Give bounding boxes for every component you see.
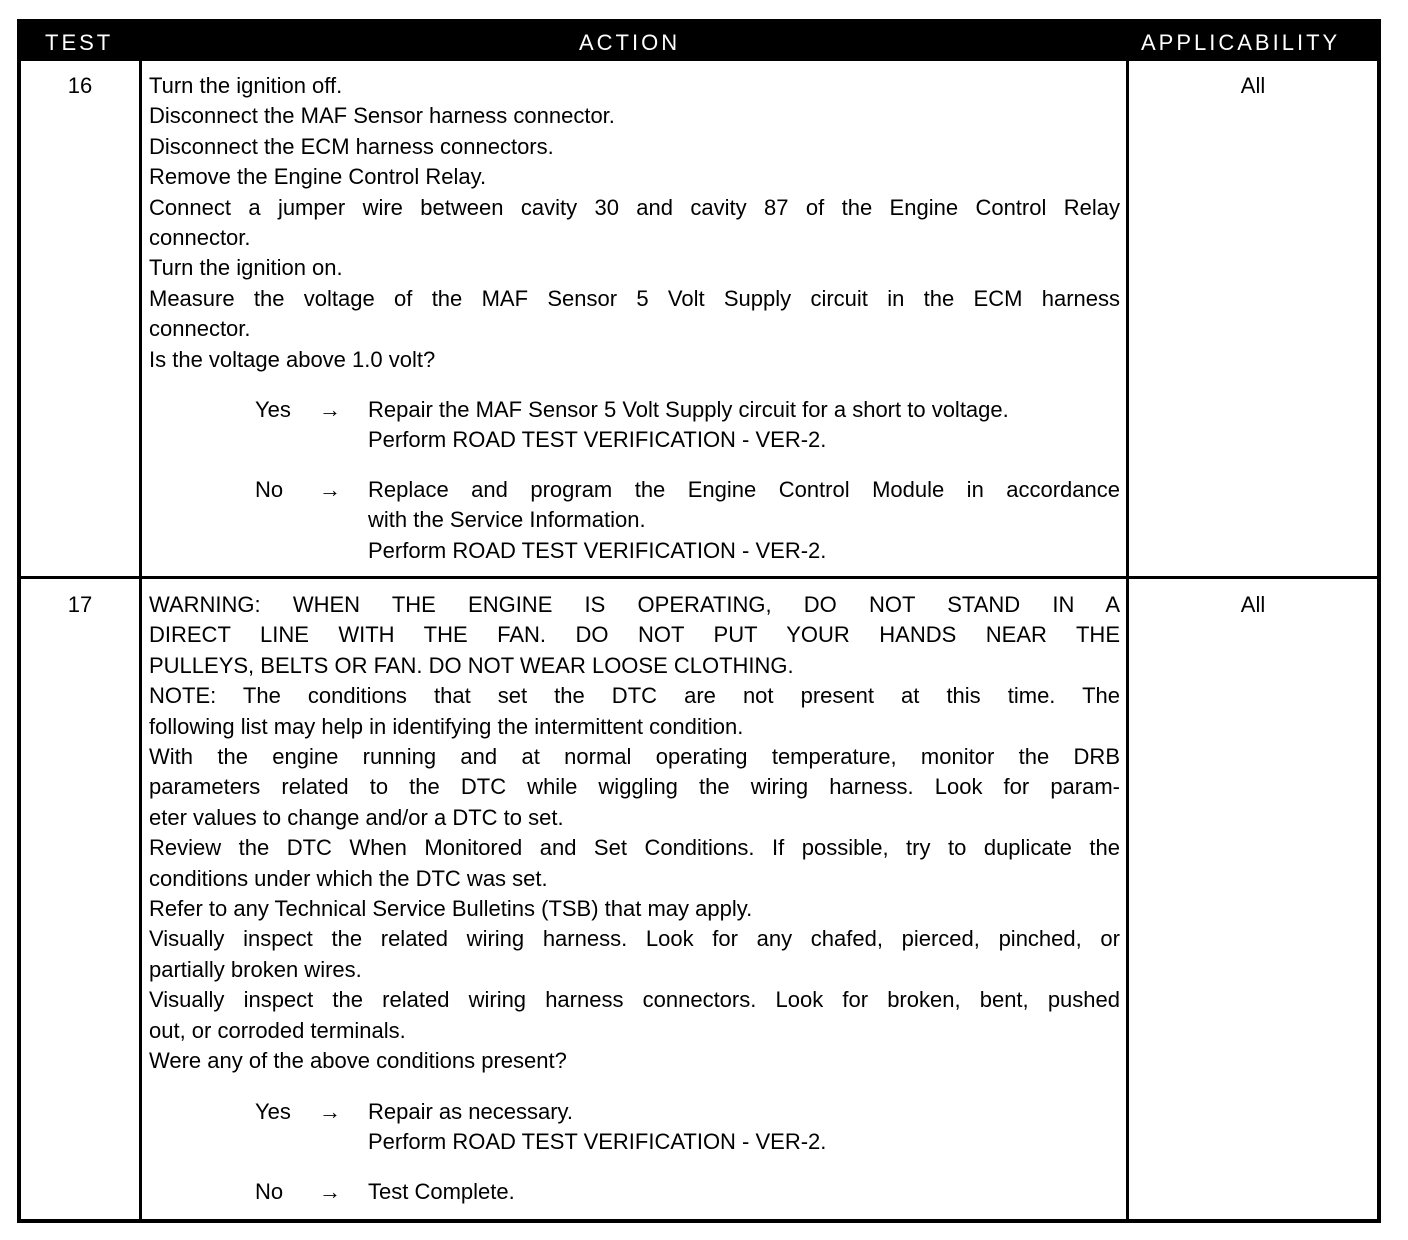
- arrow-icon: →: [319, 1178, 341, 1204]
- no-outcome: [149, 475, 1120, 567]
- result-line: Test Complete.: [368, 1178, 515, 1204]
- action-line: Turn the ignition on.: [149, 255, 343, 281]
- header-applicability: APPLICABILITY: [1141, 30, 1341, 55]
- action-line: WARNING: WHEN THE ENGINE IS OPERATING, DO NOT STAND IN A: [149, 592, 1120, 617]
- action-line: Remove the Engine Control Relay.: [149, 164, 487, 190]
- result-line: Perform ROAD TEST VERIFICATION - VER-2.: [368, 427, 827, 453]
- action-line: Review the DTC When Monitored and Set Conditions. If possible, try to duplicate the: [149, 835, 1120, 861]
- yes-label: Yes: [255, 1098, 291, 1124]
- action-line: Visually inspect the related wiring harness. Look for any chafed, pierced, pinched, or: [149, 926, 1120, 952]
- applicability-value: All: [1240, 73, 1266, 98]
- arrow-icon: →: [319, 397, 341, 423]
- arrow-icon: →: [319, 477, 341, 503]
- action-line: PULLEYS, BELTS OR FAN. DO NOT WEAR LOOSE CLOTHING.: [149, 652, 794, 678]
- action-line: Turn the ignition off.: [149, 73, 343, 98]
- header-action: ACTION: [579, 30, 681, 55]
- action-line: Were any of the above conditions present?: [149, 1048, 567, 1074]
- result-line: Repair the MAF Sensor 5 Volt Supply circuit for a short to voltage.: [368, 397, 1009, 423]
- result-line: Repair as necessary.: [368, 1098, 574, 1124]
- no-label: No: [255, 477, 284, 503]
- header-test: TEST: [45, 30, 114, 55]
- action-line: Refer to any Technical Service Bulletins (TSB) that may apply.: [149, 896, 753, 922]
- action-text: [149, 71, 1120, 567]
- yes-result: [368, 395, 1120, 456]
- result-line: Perform ROAD TEST VERIFICATION - VER-2.: [368, 537, 827, 563]
- action-line: eter values to change and/or a DTC to set.: [149, 804, 564, 830]
- row-divider: [21, 576, 1377, 579]
- action-line: DIRECT LINE WITH THE FAN. DO NOT PUT YOUR HANDS NEAR THE: [149, 622, 1120, 648]
- yes-label: Yes: [255, 397, 291, 423]
- no-label: No: [255, 1178, 284, 1204]
- test-number: 17: [67, 592, 93, 617]
- arrow-icon: →: [319, 1098, 341, 1124]
- action-line: Disconnect the MAF Sensor harness connector.: [149, 103, 615, 129]
- diagnostic-test-table: [17, 19, 1381, 1223]
- result-line: with the Service Information.: [368, 507, 646, 533]
- result-line: Perform ROAD TEST VERIFICATION - VER-2.: [368, 1128, 827, 1154]
- result-line: Replace and program the Engine Control Module in accordance: [368, 477, 1120, 503]
- action-line: With the engine running and at normal operating temperature, monitor the DRB: [149, 744, 1120, 770]
- yes-outcome: [149, 1097, 1120, 1177]
- yes-result: [368, 1097, 1120, 1158]
- yes-outcome: [149, 395, 1120, 475]
- action-line: connector.: [149, 316, 251, 342]
- action-line: Visually inspect the related wiring harness connectors. Look for broken, bent, pushed: [149, 987, 1120, 1013]
- table-header: [21, 23, 1377, 61]
- action-line: connector.: [149, 225, 251, 251]
- action-line: NOTE: The conditions that set the DTC are not present at this time. The: [149, 683, 1120, 709]
- action-text: [149, 590, 1120, 1209]
- action-line: Is the voltage above 1.0 volt?: [149, 346, 436, 372]
- action-line: conditions under which the DTC was set.: [149, 865, 548, 891]
- test-number: 16: [67, 73, 93, 98]
- column-divider-applicability: [1126, 61, 1129, 1219]
- column-divider-test: [139, 61, 142, 1219]
- no-result: [368, 1177, 1120, 1207]
- action-line: Measure the voltage of the MAF Sensor 5 Volt Supply circuit in the ECM harness: [149, 285, 1120, 311]
- no-outcome: [149, 1177, 1120, 1209]
- action-line: following list may help in identifying the intermittent condition.: [149, 713, 744, 739]
- action-line: Connect a jumper wire between cavity 30 and cavity 87 of the Engine Control Relay: [149, 194, 1120, 220]
- action-line: partially broken wires.: [149, 956, 362, 982]
- action-line: parameters related to the DTC while wiggling the wiring harness. Look for param-: [149, 774, 1120, 800]
- no-result: [368, 475, 1120, 566]
- action-line: out, or corroded terminals.: [149, 1017, 406, 1043]
- action-line: Disconnect the ECM harness connectors.: [149, 133, 554, 159]
- applicability-value: All: [1240, 592, 1266, 617]
